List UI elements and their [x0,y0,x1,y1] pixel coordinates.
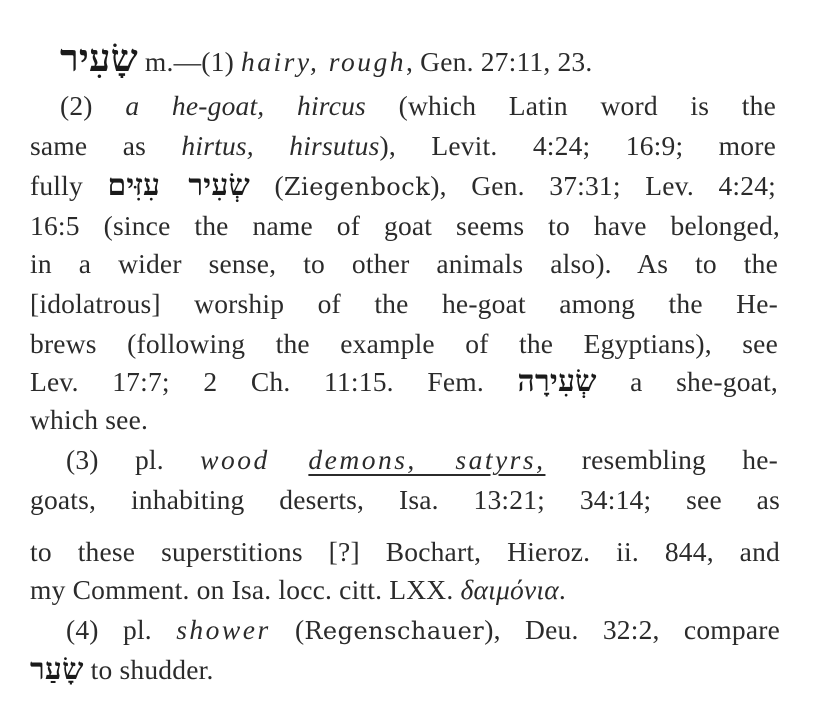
entry-text: (4) pl. [66,614,177,645]
entry-line-11 [66,440,778,480]
entry-line-2 [60,86,776,126]
entry-text: fully [30,170,108,201]
entry-italic: hirtus, hirsutus [181,130,380,161]
entry-line-12: goats, inhabiting deserts, Isa. 13:21; 34:14; see as [30,484,780,515]
hebrew-word: שְׂעִירָה [517,364,597,399]
entry-text: ( [270,614,305,645]
entry-text: ), Gen. 37:31; Lev. 4:24; [430,170,776,201]
entry-line-9 [30,362,778,402]
entry-text: Lev. 17:7; 2 Ch. 11:15. Fem. [30,366,518,397]
entry-text: , Gen. 27:11, 23. [406,46,593,77]
entry-text: m.—(1) [144,46,242,77]
entry-line-6: in a wider sense, to other animals also). As to the [30,248,778,279]
german-blackletter: Ziegenbock [283,173,431,201]
german-blackletter: Regenschauer [304,617,485,645]
entry-italic: a he-goat, hircus [125,90,366,121]
entry-line-14 [30,570,566,610]
entry-text: same as [30,130,182,161]
entry-text: my Comment. on Isa. locc. citt. LXX. [30,574,461,605]
hebrew-word: שָׂעַר [30,652,84,687]
entry-text: . [558,574,566,605]
entry-italic: hairy, rough [241,46,406,77]
entry-line-7: [idolatrous] worship of the he-goat among the He- [30,288,778,319]
entry-line-5: 16:5 (since the name of goat seems to have belonged, [30,210,780,241]
entry-text: ), Levit. 4:24; 16:9; more [379,130,776,161]
entry-text: ( [249,170,284,201]
entry-line-16 [30,650,214,690]
entry-line-15 [66,610,780,650]
entry-line-10: which see. [30,404,149,435]
entry-text: ), Deu. 32:2, compare [484,614,781,645]
entry-text: resembling he- [545,444,778,475]
underlined-italic: demons, satyrs, [308,444,546,475]
entry-line-8: brews (following the example of the Egyptians), see [30,328,778,359]
entry-text: (3) pl. [66,444,201,475]
entry-text: to shudder. [83,654,214,685]
entry-text: a she-goat, [596,366,778,397]
entry-italic: shower [176,614,271,645]
entry-text: (2) [60,90,126,121]
entry-line-4 [30,166,776,206]
greek-word: δαιμόνια [460,574,559,605]
entry-line-1 [60,35,770,80]
entry-text: (which Latin word is the [365,90,776,121]
headword-hebrew: שָׂעִיר [60,35,138,80]
entry-line-3 [30,126,776,166]
entry-line-13: to these superstitions [?] Bochart, Hieroz. ii. 844, and [30,536,780,567]
hebrew-phrase: שְׂעִיר עִזִּים [107,168,250,203]
entry-italic: wood [200,444,309,475]
